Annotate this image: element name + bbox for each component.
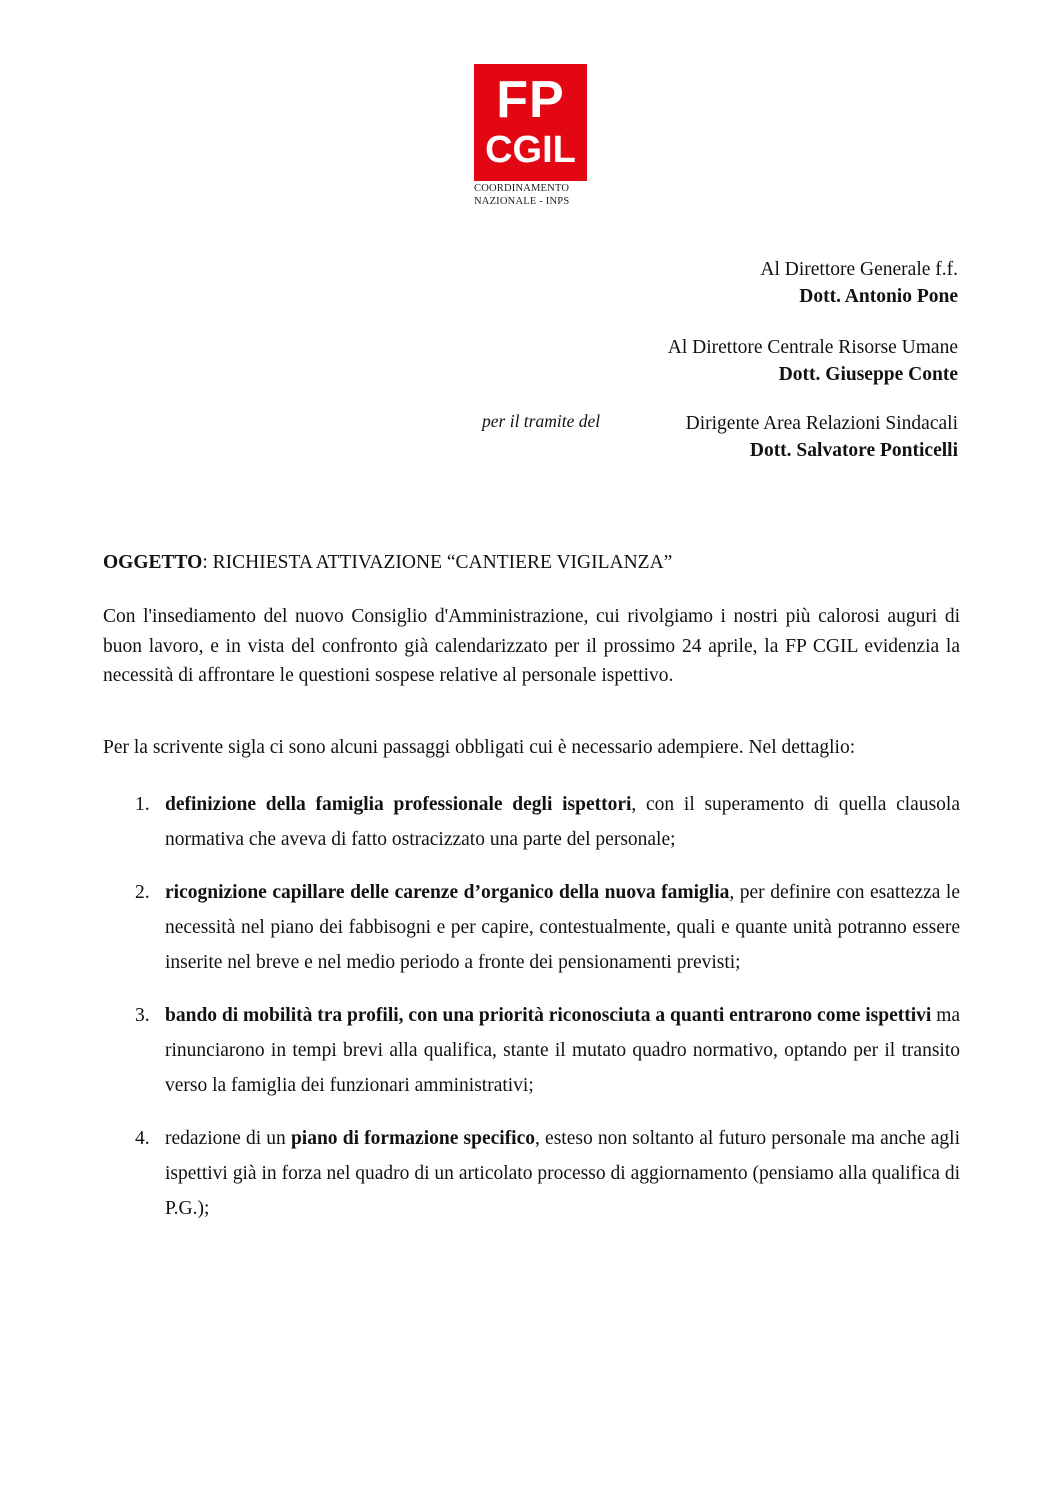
logo-fp-text: FP [496, 71, 565, 129]
list-item [103, 875, 960, 980]
list-item-text: , esteso non soltanto al futuro personale ma anche agli ispettivi già in forza nel quadro di un articolato processo di aggiornamento (pensiamo alla qualifica di P.G.); [165, 1128, 960, 1219]
list-item-number: 2. [135, 882, 150, 903]
list-item-number: 3. [135, 1005, 150, 1026]
list-item-bold: ricognizione capillare delle carenze d’organico della nuova famiglia [165, 882, 730, 903]
addressee-1 [760, 256, 958, 310]
list-item-text: ma rinunciarono in tempi brevi alla qualifica, stante il mutato quadro normativo, optando per il transito verso la famiglia dei funzionari amministrativi; [165, 1005, 961, 1096]
list-item [103, 1121, 960, 1226]
list-item-bold: piano di formazione specifico [290, 1128, 536, 1149]
addressee-3 [686, 410, 958, 464]
addressee-2 [668, 334, 958, 388]
addressee-role: Al Direttore Generale f.f. [760, 259, 958, 280]
logo-subtitle-1: COORDINAMENTO [474, 183, 570, 194]
addressee-name: Dott. Antonio Pone [799, 286, 958, 307]
requests-list [103, 787, 960, 1244]
fp-cgil-logo [474, 64, 587, 207]
addressee-role: Al Direttore Centrale Risorse Umane [667, 337, 958, 358]
logo-subtitle-2: NAZIONALE - INPS [474, 196, 570, 207]
subject-text: : RICHIESTA ATTIVAZIONE “CANTIERE VIGILANZA” [202, 552, 673, 573]
list-item-prefix: redazione di un [165, 1128, 291, 1149]
addressee-name: Dott. Salvatore Ponticelli [749, 440, 958, 461]
list-item-text: , per definire con esattezza le necessità nel piano dei fabbisogni e per capire, contestualmente, quali e quante unità potranno essere inserite nel breve e nel medio periodo a fronte dei pensionamenti previsti; [165, 882, 960, 973]
list-item-text: , con il superamento di quella clausola normativa che aveva di fatto ostracizzato una parte del personale; [165, 794, 960, 850]
list-item [103, 787, 960, 857]
intro-paragraph: Con l'insediamento del nuovo Consiglio d'Amministrazione, cui rivolgiamo i nostri più calorosi auguri di buon lavoro, e in vista del confronto già calendarizzato per il prossimo 24 aprile, la FP CGIL evidenzia la necessità di affrontare le questioni sospese relative al personale ispettivo. [103, 606, 960, 686]
list-item-bold: bando di mobilità tra profili, con una priorità riconosciuta a quanti entrarono come ispettivi [165, 1005, 932, 1026]
subject-line [103, 552, 672, 574]
list-item-number: 4. [135, 1128, 150, 1149]
subject-label: OGGETTO [103, 552, 203, 573]
list-item-bold: definizione della famiglia professionale degli ispettori [165, 794, 632, 815]
addressee-name: Dott. Giuseppe Conte [778, 364, 958, 385]
tramite-prefix: per il tramite del [482, 411, 601, 431]
detail-paragraph: Per la scrivente sigla ci sono alcuni passaggi obbligati cui è necessario adempiere. Nel dettaglio: [103, 737, 856, 758]
addressee-role: Dirigente Area Relazioni Sindacali [685, 413, 958, 434]
logo-cgil-text: CGIL [485, 129, 576, 171]
logo-red-box [474, 64, 587, 181]
list-item-number: 1. [135, 794, 150, 815]
list-item [103, 998, 960, 1103]
